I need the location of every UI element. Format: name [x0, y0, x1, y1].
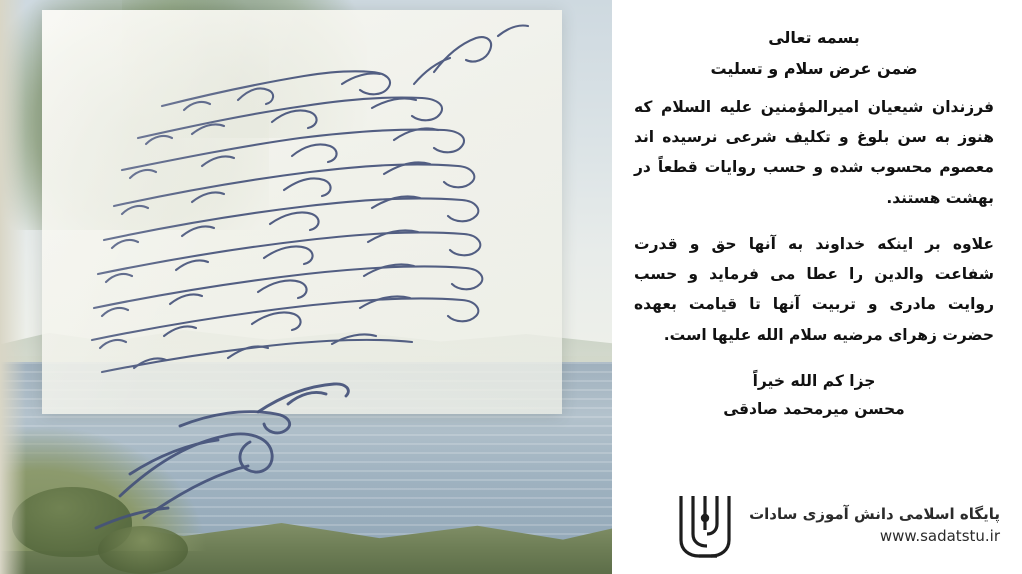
closing-line: جزا کم الله خیراً: [752, 371, 876, 390]
site-branding: [673, 490, 1000, 560]
signature-name: محسن میرمحمد صادقی: [723, 399, 905, 418]
site-url[interactable]: www.sadatstu.ir: [879, 527, 1000, 545]
sadat-tulip-logo-icon: [673, 490, 737, 560]
basmalah-line: بسمه تعالی: [768, 28, 860, 47]
handwriting-ink: [42, 10, 562, 414]
handwritten-letter-sheet: [42, 10, 562, 414]
body-paragraph-1: فرزندان شیعیان امیرالمؤمنین علیه السلام که هنوز به سن بلوغ و تکلیف شرعی نرسیده اند معصوم محسوب شده و حسب روایات قطعاً در بهشت هستند.: [634, 98, 994, 207]
paper-edge: [0, 0, 26, 574]
site-name: پایگاه اسلامی دانش آموزی سادات: [749, 504, 1000, 523]
salutation-line: ضمن عرض سلام و تسلیت: [710, 59, 918, 78]
handwritten-signature: [60, 400, 360, 540]
branding-text: [749, 503, 1000, 548]
body-paragraph-2: علاوه بر اینکه خداوند به آنها حق و قدرت شفاعت والدین را عطا می فرماید و حسب روایت مادری و تربیت آنها تا قیامت بعهده حضرت زهرای مرضیه سلام الله علیها است.: [634, 234, 994, 344]
transcription-panel: [612, 0, 1022, 574]
